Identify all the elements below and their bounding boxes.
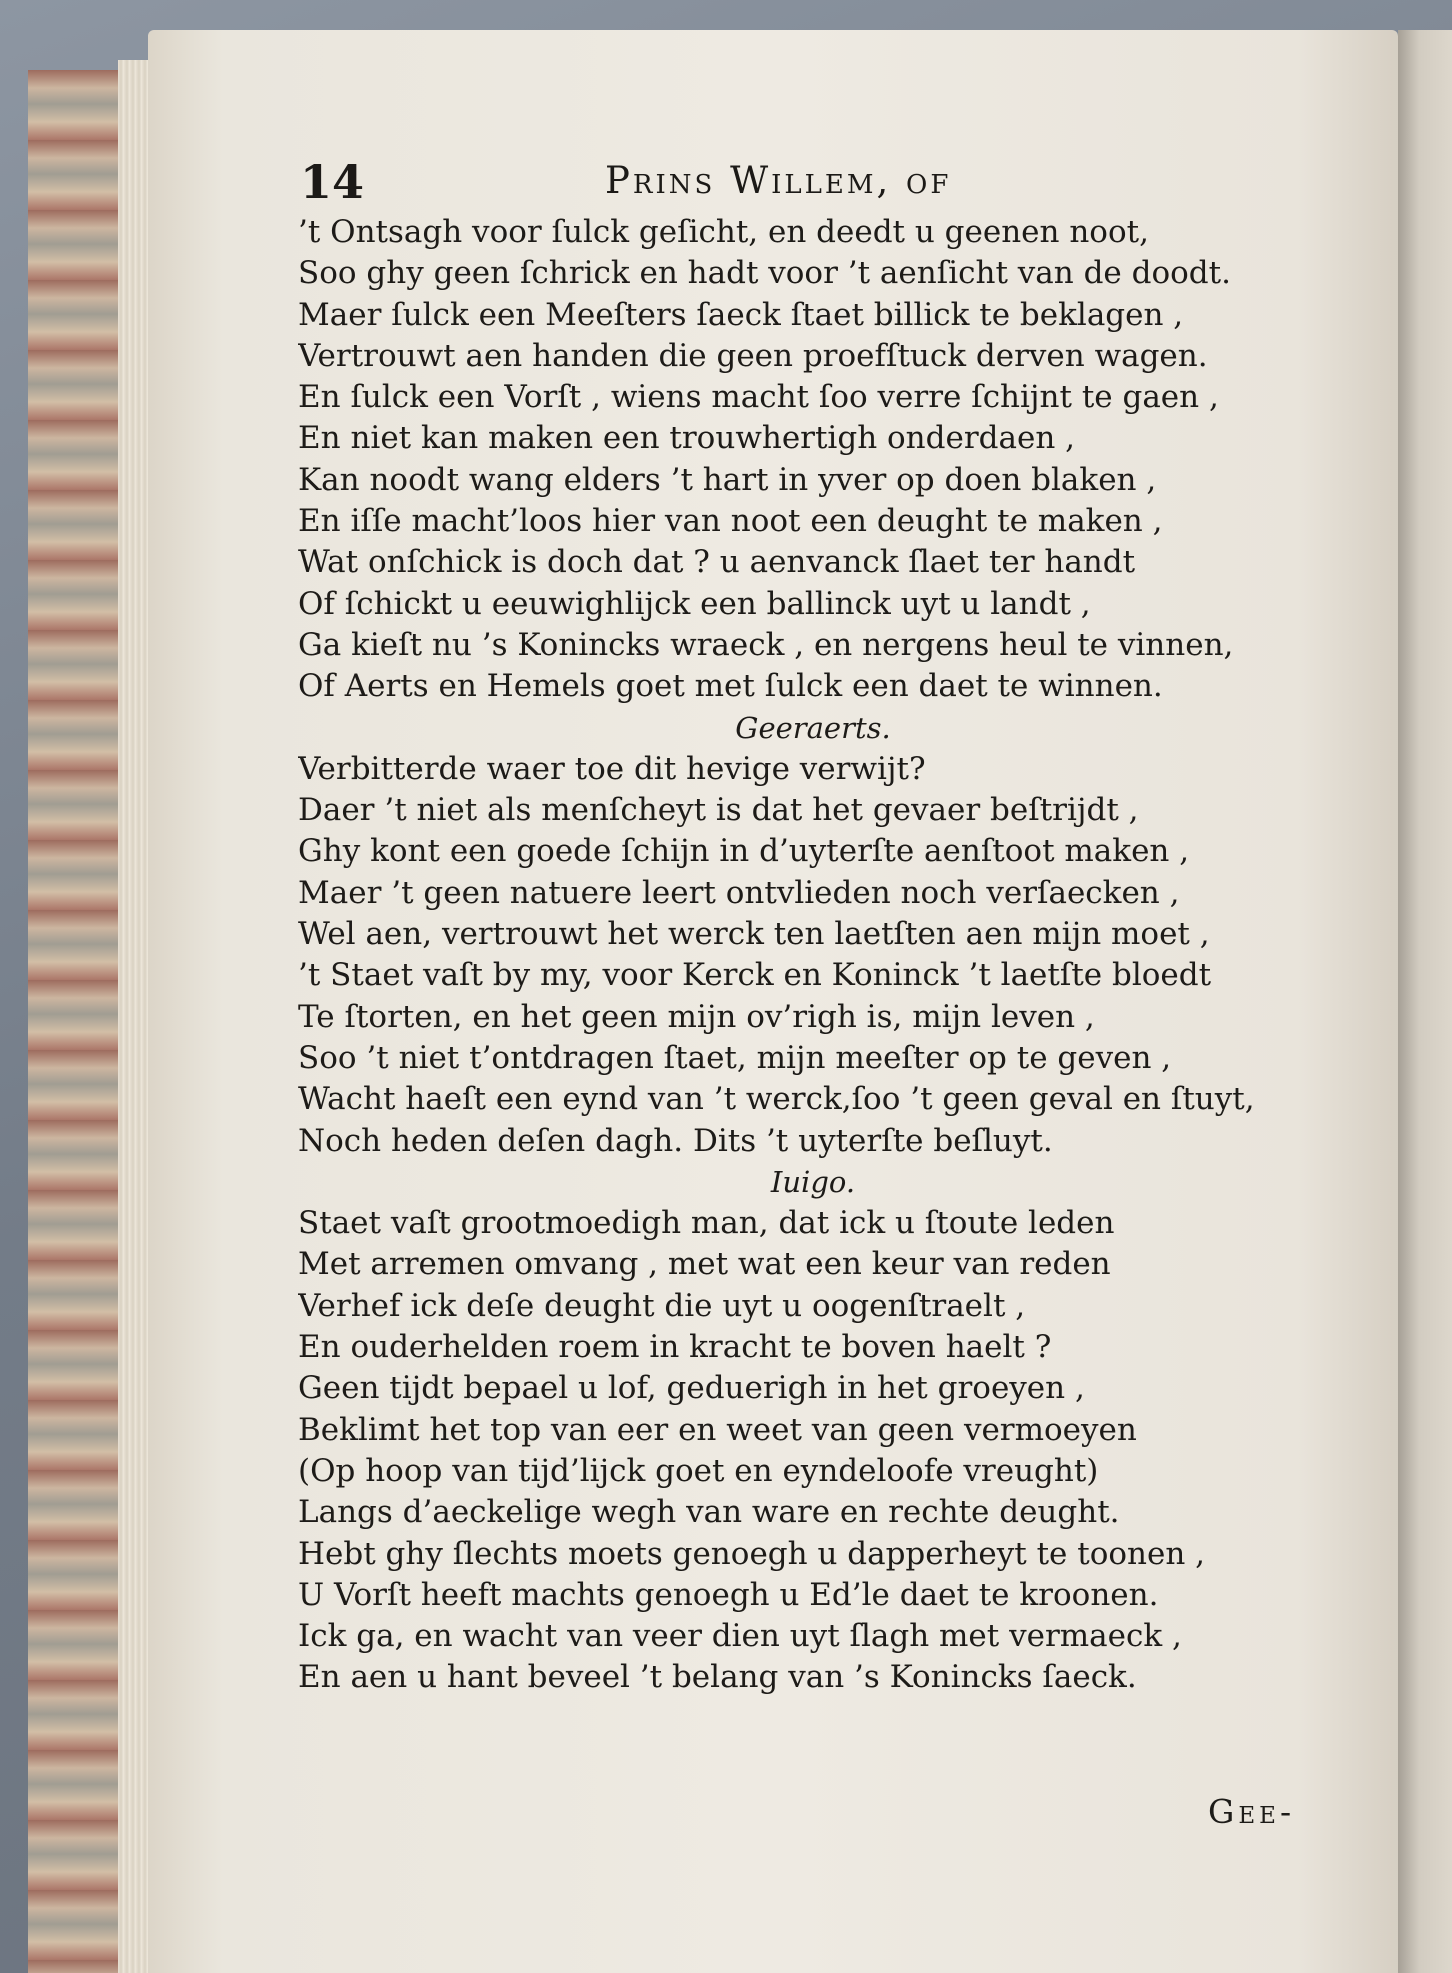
page-header xyxy=(300,155,1300,215)
running-title: Prins Willem, of xyxy=(605,159,952,202)
facing-page-edge xyxy=(1398,30,1452,1973)
verse-line: Soo ghy geen ſchrick en hadt voor ’t aenſicht van de doodt. xyxy=(298,255,1231,292)
verse-line: Verbitterde waer toe dit hevige verwijt? xyxy=(298,750,926,787)
page-number: 14 xyxy=(300,155,365,209)
speaker-name: Geeraerts. xyxy=(735,710,891,745)
verse-line: En niet kan maken een trouwhertigh onderdaen , xyxy=(298,420,1075,457)
verse-line: Verhef ick deſe deught die uyt u oogenſtraelt , xyxy=(298,1287,1026,1324)
verse-line: Ga kieſt nu ’s Konincks wraeck , en nergens heul te vinnen, xyxy=(298,626,1234,663)
verse-line: En aen u hant beveel ’t belang van ’s Konincks ſaeck. xyxy=(298,1659,1137,1696)
verse-line: Staet vaſt grootmoedigh man, dat ick u ſtoute leden xyxy=(298,1205,1115,1242)
verse-line: Maer ’t geen natuere leert ontvlieden noch verſaecken , xyxy=(298,874,1180,911)
verse-line: Ick ga, en wacht van veer dien uyt ſlagh met vermaeck , xyxy=(298,1618,1182,1655)
verse-line: Kan noodt wang elders ’t hart in yver op doen blaken , xyxy=(298,461,1157,498)
verse-line: Of Aerts en Hemels goet met ſulck een daet te winnen. xyxy=(298,668,1163,705)
verse-line: Wat onſchick is doch dat ? u aenvanck ſlaet ter handt xyxy=(298,544,1136,581)
verse-text xyxy=(298,212,1328,1699)
verse-line: Vertrouwt aen handen die geen proefſtuck derven wagen. xyxy=(298,337,1208,374)
verse-line: Daer ’t niet als menſcheyt is dat het gevaer beſtrijdt , xyxy=(298,792,1139,829)
verse-line: U Vorſt heeft machts genoegh u Ed’le daet te kroonen. xyxy=(298,1576,1159,1613)
marbled-binding xyxy=(28,70,130,1973)
catchword: Gee- xyxy=(1208,1792,1296,1831)
verse-line: Langs d’aeckelige wegh van ware en rechte deught. xyxy=(298,1494,1120,1531)
verse-line: ’t Staet vaſt by my, voor Kerck en Koninck ’t laetſte bloedt xyxy=(298,957,1212,994)
verse-line: Of ſchickt u eeuwighlijck een ballinck uyt u landt , xyxy=(298,585,1091,622)
verse-line: ’t Ontsagh voor ſulck geſicht, en deedt u geenen noot, xyxy=(298,214,1149,250)
verse-line: Met arremen omvang , met wat een keur van reden xyxy=(298,1246,1111,1283)
verse-line: Te ſtorten, en het geen mijn ov’righ is, mijn leven , xyxy=(298,998,1095,1035)
verse-line: Wel aen, vertrouwt het werck ten laetſten aen mijn moet , xyxy=(298,916,1210,953)
verse-line: Wacht haeſt een eynd van ’t werck,ſoo ’t geen geval en ſtuyt, xyxy=(298,1081,1255,1118)
verse-line: Beklimt het top van eer en weet van geen vermoeyen xyxy=(298,1411,1137,1448)
verse-line: En iſſe macht’loos hier van noot een deught te maken , xyxy=(298,503,1163,540)
verse-line: Hebt ghy ſlechts moets genoegh u dapperheyt te toonen , xyxy=(298,1535,1206,1572)
verse-line: En ouderhelden roem in kracht te boven haelt ? xyxy=(298,1329,1052,1366)
verse-line: Ghy kont een goede ſchijn in d’uyterſte aenſtoot maken , xyxy=(298,833,1190,870)
verse-line: Geen tijdt bepael u lof, geduerigh in het groeyen , xyxy=(298,1370,1085,1407)
verse-line: Soo ’t niet t’ontdragen ſtaet, mijn meeſter op te geven , xyxy=(298,1039,1172,1076)
verse-line: En ſulck een Vorſt , wiens macht ſoo verre ſchijnt te gaen , xyxy=(298,379,1219,416)
verse-line: Noch heden deſen dagh. Dits ’t uyterſte beſluyt. xyxy=(298,1122,1053,1159)
verse-line: Maer ſulck een Meeſters ſaeck ſtaet billick te beklagen , xyxy=(298,296,1184,333)
speaker-name: Iuigo. xyxy=(770,1164,856,1199)
verse-line: (Op hoop van tijd’lijck goet en eyndeloofe vreught) xyxy=(298,1452,1099,1489)
